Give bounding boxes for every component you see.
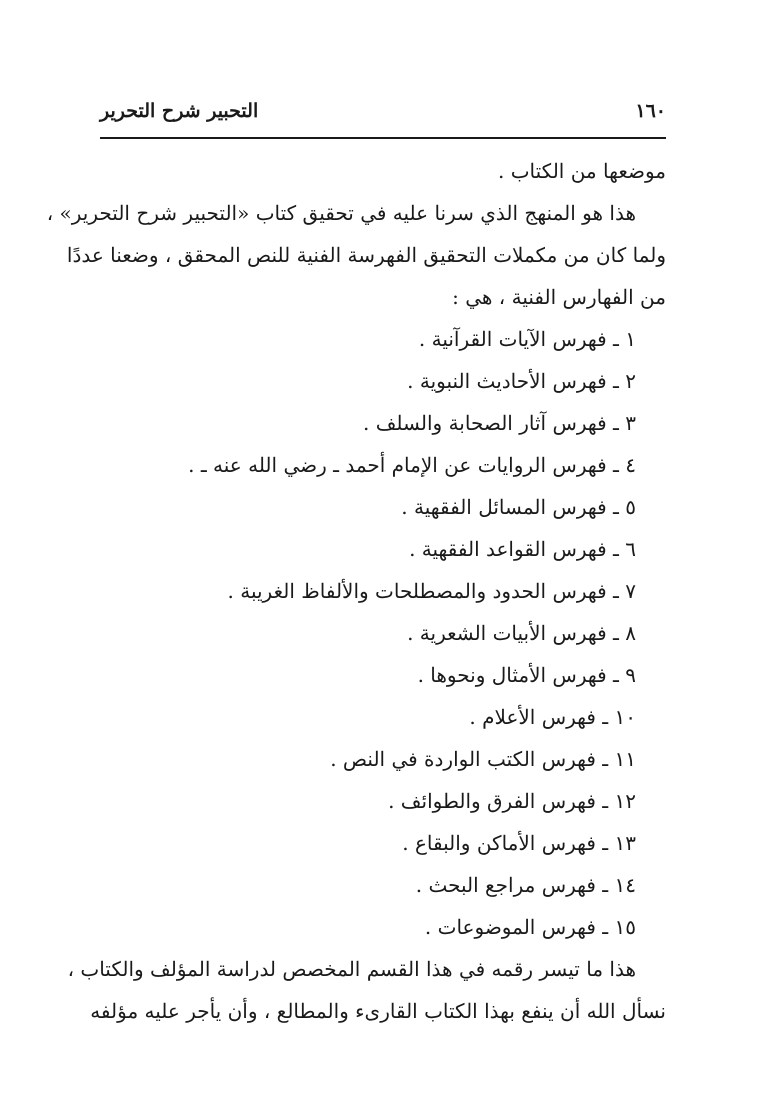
- list-item: ١٥ ـ فهرس الموضوعات .: [424, 915, 636, 939]
- list-item: ١١ ـ فهرس الكتب الواردة في النص .: [330, 747, 636, 771]
- list-item: ٤ ـ فهرس الروايات عن الإمام أحمد ـ رضي الله عنه ـ .: [188, 453, 636, 477]
- header-divider: [100, 137, 666, 139]
- paragraph-line: هذا ما تيسر رقمه في هذا القسم المخصص لدراسة المؤلف والكتاب ،: [67, 957, 636, 981]
- list-item: ٦ ـ فهرس القواعد الفقهية .: [409, 537, 636, 561]
- list-item: ١٣ ـ فهرس الأماكن والبقاع .: [402, 831, 636, 855]
- text-line: موضعها من الكتاب .: [497, 159, 666, 183]
- list-item: ١٤ ـ فهرس مراجع البحث .: [415, 873, 636, 897]
- list-item: ١٠ ـ فهرس الأعلام .: [469, 705, 636, 729]
- running-title: التحبير شرح التحرير: [100, 100, 259, 122]
- page-number: ١٦٠: [635, 100, 666, 122]
- paragraph-line: هذا هو المنهج الذي سرنا عليه في تحقيق كتاب «التحبير شرح التحرير» ،: [46, 201, 636, 225]
- page-header: [100, 98, 666, 134]
- list-item: ٩ ـ فهرس الأمثال ونحوها .: [417, 663, 636, 687]
- list-item: ٨ ـ فهرس الأبيات الشعرية .: [407, 621, 636, 645]
- list-item: ١٢ ـ فهرس الفرق والطوائف .: [388, 789, 636, 813]
- list-item: ٣ ـ فهرس آثار الصحابة والسلف .: [363, 411, 636, 435]
- list-item: ٢ ـ فهرس الأحاديث النبوية .: [407, 369, 636, 393]
- list-item: ٧ ـ فهرس الحدود والمصطلحات والألفاظ الغريبة .: [227, 579, 636, 603]
- page-body: [46, 150, 666, 1032]
- list-item: ٥ ـ فهرس المسائل الفقهية .: [401, 495, 636, 519]
- list-item: ١ ـ فهرس الآيات القرآنية .: [418, 327, 636, 351]
- paragraph-line: من الفهارس الفنية ، هي :: [452, 285, 666, 309]
- paragraph-line: ولما كان من مكملات التحقيق الفهرسة الفنية للنص المحقق ، وضعنا عددًا: [66, 243, 666, 267]
- paragraph-line: نسأل الله أن ينفع بهذا الكتاب القارىء والمطالع ، وأن يأجر عليه مؤلفه: [90, 999, 666, 1023]
